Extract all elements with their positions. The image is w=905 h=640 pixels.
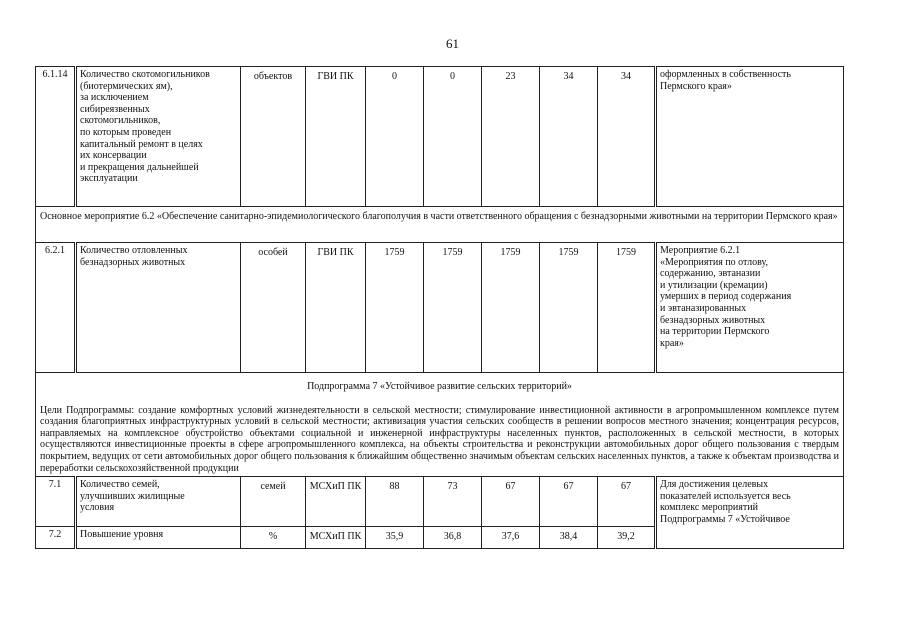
indicators-table <box>35 66 844 549</box>
value-cell: 36,8 <box>424 527 482 549</box>
indicator-name: Количество скотомогильников (биотермических ям), за исключением сибиреязвенных скотомогильников, по которым проведен капитальный ремонт в целях их консервации и прекращения дальнейшей эксплуатации <box>76 67 241 207</box>
note-cell: Мероприятие 6.2.1 «Мероприятия по отлову, содержанию, эвтаназии и утилизации (кремации) умерших в период содержания и эвтаназированных безнадзорных животных на территории Пермского края» <box>656 243 844 373</box>
subprogram-7-block <box>36 373 844 477</box>
value-cell: 1759 <box>540 243 598 373</box>
row-code: 6.2.1 <box>36 243 76 373</box>
table-row <box>36 477 844 527</box>
value-cell: 35,9 <box>366 527 424 549</box>
table-row <box>36 373 844 477</box>
table-row <box>36 243 844 373</box>
org-cell: МСХиП ПК <box>306 527 366 549</box>
indicator-name: Количество отловленных безнадзорных животных <box>76 243 241 373</box>
unit-cell: % <box>241 527 306 549</box>
value-cell: 34 <box>540 67 598 207</box>
org-cell: ГВИ ПК <box>306 67 366 207</box>
value-cell: 0 <box>424 67 482 207</box>
value-cell: 1759 <box>424 243 482 373</box>
indicator-name: Повышение уровня <box>76 527 241 549</box>
row-code: 7.1 <box>36 477 76 527</box>
value-cell: 23 <box>482 67 540 207</box>
value-cell: 34 <box>598 67 656 207</box>
subprogram-title: Подпрограмма 7 «Устойчивое развитие сельских территорий» <box>307 381 572 392</box>
indicator-name: Количество семей, улучшивших жилищные условия <box>76 477 241 527</box>
subprogram-goals: Цели Подпрограммы: создание комфортных условий жизнедеятельности в сельской местности; стимулирование инвестиционной активности в агропромышленном комплексе путем создания благоприятных инфраструктурных условий в сельской местности; активизация участия сельских сообществ в решении вопросов местного значения; концентрация ресурсов, направляемых на комплексное обустройство объектами социальной и инженерной инфраструктуры населенных пунктов, расположенных в сельской местности, в которых осуществляются инвестиционные проекты в сфере агропромышленного комплекса, на объекты строительства и реконструкции автомобильных дорог общего пользования с твердым покрытием, ведущих от сети автомобильных дорог общего пользования к ближайшим общественно значимым объектам сельских населенных пунктов, а также к объектам производства и переработки сельскохозяйственной продукции <box>40 404 839 474</box>
org-cell: МСХиП ПК <box>306 477 366 527</box>
value-cell: 1759 <box>482 243 540 373</box>
value-cell: 38,4 <box>540 527 598 549</box>
row-code: 6.1.14 <box>36 67 76 207</box>
unit-cell: объектов <box>241 67 306 207</box>
table-row <box>36 67 844 207</box>
value-cell: 73 <box>424 477 482 527</box>
value-cell: 88 <box>366 477 424 527</box>
value-cell: 67 <box>482 477 540 527</box>
value-cell: 37,6 <box>482 527 540 549</box>
value-cell: 67 <box>540 477 598 527</box>
page-number: 61 <box>446 36 459 51</box>
value-cell: 1759 <box>598 243 656 373</box>
value-cell: 1759 <box>366 243 424 373</box>
unit-cell: особей <box>241 243 306 373</box>
value-cell: 39,2 <box>598 527 656 549</box>
note-cell: оформленных в собственность Пермского края» <box>656 67 844 207</box>
main-measure-6-2: Основное мероприятие 6.2 «Обеспечение санитарно-эпидемиологического благополучия в части ответственного обращения с безнадзорными животными на территории Пермского края» <box>36 207 844 243</box>
value-cell: 67 <box>598 477 656 527</box>
note-cell: Для достижения целевых показателей используется весь комплекс мероприятий Подпрограммы 7 «Устойчивое <box>656 477 844 549</box>
row-code: 7.2 <box>36 527 76 549</box>
table-row <box>36 207 844 243</box>
unit-cell: семей <box>241 477 306 527</box>
value-cell: 0 <box>366 67 424 207</box>
org-cell: ГВИ ПК <box>306 243 366 373</box>
